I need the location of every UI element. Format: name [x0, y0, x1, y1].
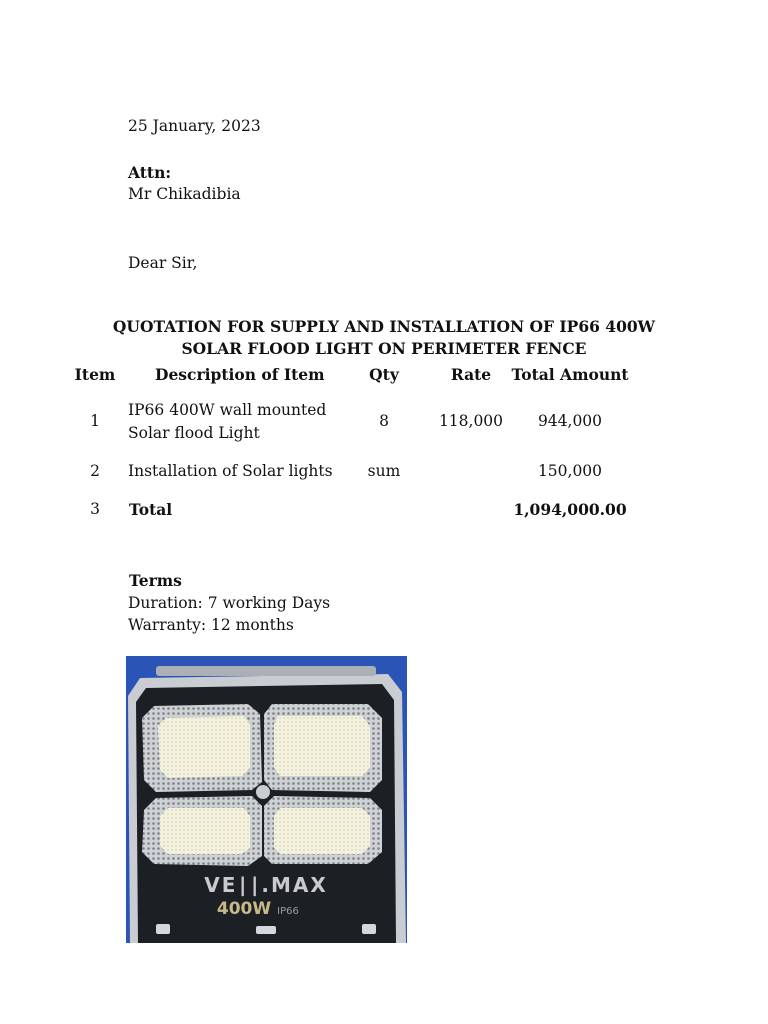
row-total: 944,000 — [537, 412, 603, 430]
header-rate: Rate — [450, 365, 492, 384]
salutation: Dear Sir, — [128, 254, 198, 272]
row-item-number: 3 — [90, 500, 100, 518]
row-total: 150,000 — [537, 462, 603, 480]
rating-label: IP66 — [277, 906, 299, 917]
row-description: Total — [129, 500, 173, 519]
row-description: Installation of Solar lights — [128, 462, 333, 480]
terms-duration: Duration: 7 working Days — [128, 594, 331, 612]
row-item-number: 1 — [90, 412, 100, 430]
recipient-name: Mr Chikadibia — [128, 185, 241, 203]
header-description: Description of Item — [155, 365, 325, 384]
row-qty: sum — [367, 462, 401, 480]
header-item: Item — [74, 365, 116, 384]
row-description: IP66 400W wall mounted — [128, 401, 327, 419]
header-total-amount: Total Amount — [511, 365, 629, 384]
grand-total: 1,094,000.00 — [513, 500, 627, 519]
date: 25 January, 2023 — [128, 117, 261, 135]
row-rate: 118,000 — [438, 412, 504, 430]
terms-heading: Terms — [129, 571, 182, 590]
row-qty: 8 — [379, 412, 389, 430]
brand-logo: VE∣∣.MAX — [204, 873, 328, 897]
solar-flood-light-photo — [126, 656, 407, 943]
header-qty: Qty — [369, 365, 399, 384]
quotation-title-line2: SOLAR FLOOD LIGHT ON PERIMETER FENCE — [181, 339, 587, 358]
terms-warranty: Warranty: 12 months — [128, 616, 294, 634]
attn-label: Attn: — [128, 163, 172, 182]
row-description-cont: Solar flood Light — [128, 424, 260, 442]
model-label: 400W — [216, 899, 272, 919]
row-item-number: 2 — [90, 462, 100, 480]
quotation-title-line1: QUOTATION FOR SUPPLY AND INSTALLATION OF IP66 400W — [112, 317, 656, 336]
